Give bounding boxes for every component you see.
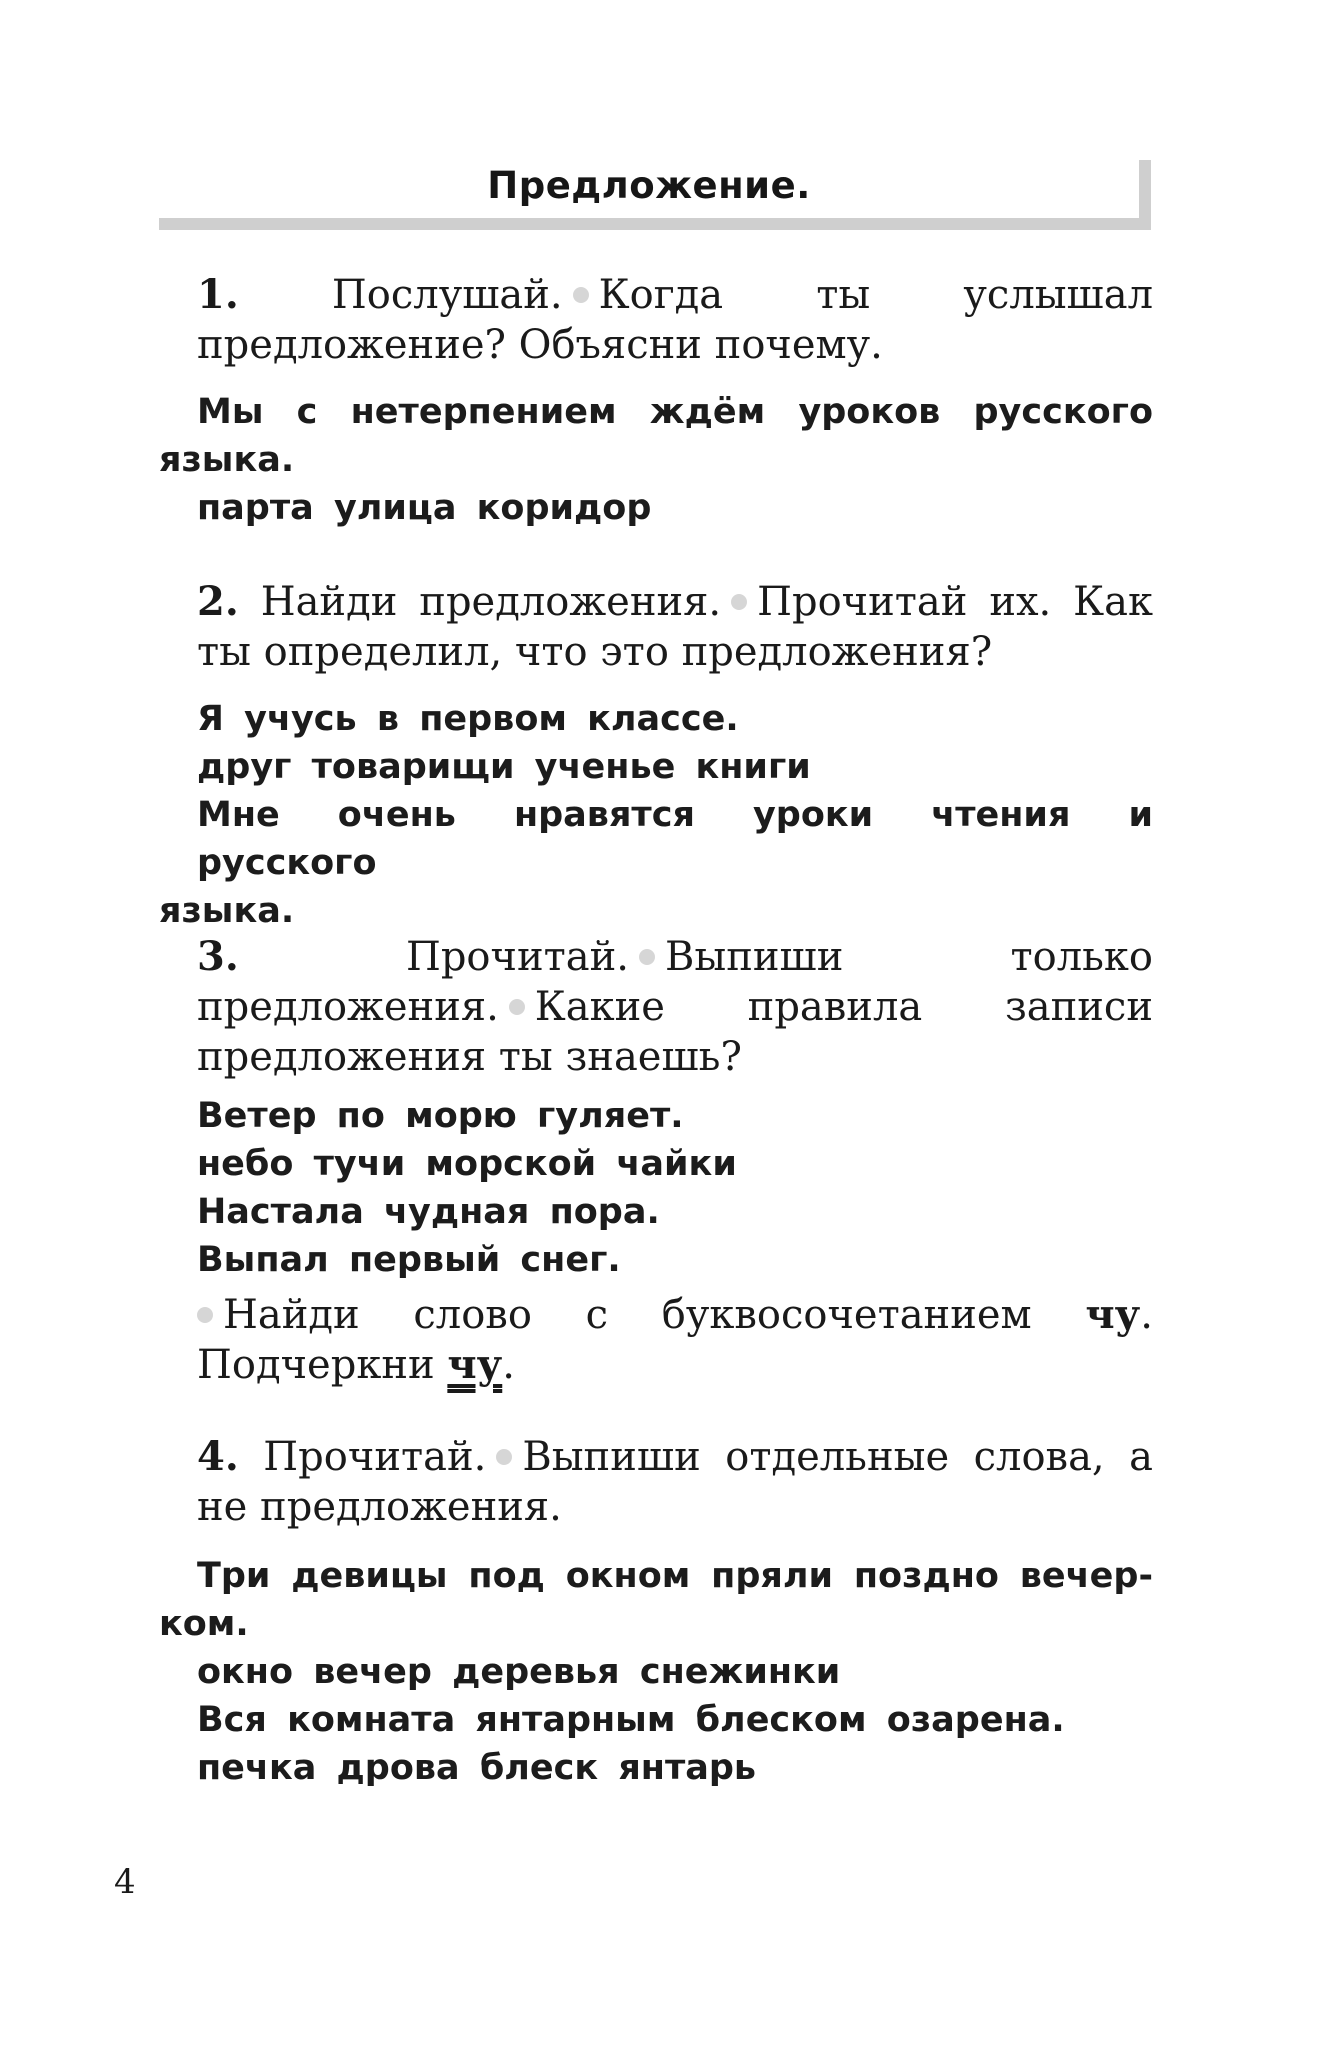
example-words: небо тучи морской чайки xyxy=(197,1144,737,1184)
example-sentence: Ветер по морю гуляет. xyxy=(197,1096,684,1136)
bullet-icon xyxy=(639,949,655,965)
exercise-3 xyxy=(159,932,1153,1390)
example-sentence: Мне очень нравятся уроки чтения и русского xyxy=(197,795,1153,883)
exercise-1-instruction: 1. Послушай. Когда ты услышал предложение? Объясни почему. xyxy=(197,271,1154,368)
example-sentence: Вся комната янтарным блеском озарена. xyxy=(197,1700,1065,1740)
exercise-2 xyxy=(159,577,1153,935)
section-title: Предложение. xyxy=(487,164,811,207)
example-sentence: Настала чудная пора. xyxy=(197,1192,660,1232)
exercise-number: 1. xyxy=(197,271,239,318)
example-words: друг товарищи ученье книги xyxy=(197,747,811,787)
bullet-icon xyxy=(573,287,589,303)
bullet-icon xyxy=(197,1307,213,1323)
example-sentence: Три девицы под окном пряли поздно вечер- xyxy=(197,1556,1153,1596)
example-sentence-continuation: языка. xyxy=(159,891,295,931)
exercise-number: 3. xyxy=(197,933,239,980)
exercise-3-instruction: 3. Прочитай. Выпиши только предложения. Какие правила записи предложения ты знаешь? xyxy=(197,933,1154,1080)
letter-combination: чу xyxy=(1085,1291,1141,1338)
bullet-icon xyxy=(731,594,747,610)
page-number: 4 xyxy=(114,1862,136,1902)
underlined-letter-combination: чу xyxy=(447,1341,503,1388)
exercise-1 xyxy=(159,270,1153,532)
exercise-3-task: Найди слово с буквосочетанием чу. Подчеркни чу. xyxy=(197,1291,1154,1388)
example-sentence: Я учусь в первом классе. xyxy=(197,699,739,739)
example-words: окно вечер деревья снежинки xyxy=(197,1652,841,1692)
example-sentence: Выпал первый снег. xyxy=(197,1240,621,1280)
example-sentence: Мы с нетерпением ждём уроков русского xyxy=(197,392,1153,432)
section-header xyxy=(159,160,1151,230)
exercise-4-instruction: 4. Прочитай. Выпиши отдельные слова, а не предложения. xyxy=(197,1433,1153,1530)
example-words: парта улица коридор xyxy=(197,488,652,528)
exercise-2-instruction: 2. Найди предложения. Прочитай их. Как ты определил, что это предложения? xyxy=(197,578,1153,675)
bullet-icon xyxy=(509,999,525,1015)
exercise-4 xyxy=(159,1432,1153,1792)
exercise-number: 2. xyxy=(197,578,239,625)
exercise-number: 4. xyxy=(197,1433,239,1480)
bullet-icon xyxy=(496,1449,512,1465)
example-sentence-continuation: ком. xyxy=(159,1604,249,1644)
example-sentence-continuation: языка. xyxy=(159,440,295,480)
example-words: печка дрова блеск янтарь xyxy=(197,1748,757,1788)
